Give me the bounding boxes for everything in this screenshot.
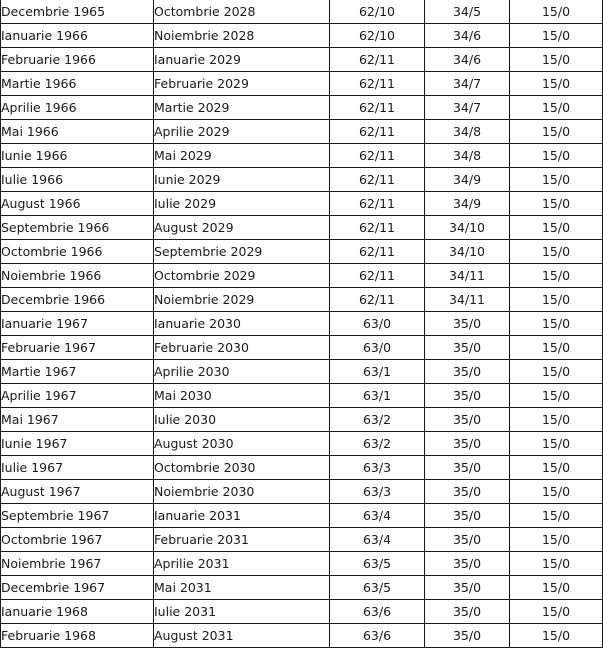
retirement-date-cell: Aprilie 2031 (154, 552, 330, 576)
contribution-period-cell: 35/0 (425, 576, 510, 600)
standard-age-cell: 62/11 (330, 48, 425, 72)
retirement-date-cell: Septembrie 2029 (154, 240, 330, 264)
table-row (1, 552, 603, 576)
birth-date-cell: Octombrie 1967 (1, 528, 154, 552)
table-row (1, 24, 603, 48)
minimum-period-cell: 15/0 (510, 408, 603, 432)
contribution-period-cell: 34/10 (425, 240, 510, 264)
birth-date-cell: Septembrie 1967 (1, 504, 154, 528)
contribution-period-cell: 35/0 (425, 432, 510, 456)
table-row (1, 96, 603, 120)
minimum-period-cell: 15/0 (510, 528, 603, 552)
minimum-period-cell: 15/0 (510, 624, 603, 648)
retirement-date-cell: Noiembrie 2029 (154, 288, 330, 312)
table-row (1, 624, 603, 648)
contribution-period-cell: 35/0 (425, 480, 510, 504)
retirement-date-cell: Octombrie 2028 (154, 0, 330, 24)
retirement-date-cell: Februarie 2030 (154, 336, 330, 360)
minimum-period-cell: 15/0 (510, 456, 603, 480)
standard-age-cell: 63/3 (330, 480, 425, 504)
retirement-date-cell: Iulie 2030 (154, 408, 330, 432)
birth-date-cell: Iulie 1967 (1, 456, 154, 480)
contribution-period-cell: 35/0 (425, 528, 510, 552)
table-row (1, 432, 603, 456)
standard-age-cell: 62/11 (330, 72, 425, 96)
birth-date-cell: Mai 1967 (1, 408, 154, 432)
contribution-period-cell: 34/6 (425, 48, 510, 72)
minimum-period-cell: 15/0 (510, 432, 603, 456)
retirement-date-cell: Iulie 2031 (154, 600, 330, 624)
retirement-date-cell: Martie 2029 (154, 96, 330, 120)
minimum-period-cell: 15/0 (510, 504, 603, 528)
standard-age-cell: 62/10 (330, 0, 425, 24)
minimum-period-cell: 15/0 (510, 144, 603, 168)
table-row (1, 600, 603, 624)
birth-date-cell: Aprilie 1966 (1, 96, 154, 120)
birth-date-cell: Octombrie 1966 (1, 240, 154, 264)
retirement-date-cell: Februarie 2029 (154, 72, 330, 96)
birth-date-cell: Februarie 1968 (1, 624, 154, 648)
table-row (1, 192, 603, 216)
standard-age-cell: 62/11 (330, 288, 425, 312)
table-row (1, 504, 603, 528)
standard-age-cell: 63/0 (330, 336, 425, 360)
table-row (1, 120, 603, 144)
table-row (1, 312, 603, 336)
birth-date-cell: Noiembrie 1967 (1, 552, 154, 576)
birth-date-cell: Februarie 1967 (1, 336, 154, 360)
table-row (1, 576, 603, 600)
contribution-period-cell: 34/7 (425, 96, 510, 120)
retirement-date-cell: Iunie 2029 (154, 168, 330, 192)
birth-date-cell: Iulie 1966 (1, 168, 154, 192)
standard-age-cell: 63/1 (330, 360, 425, 384)
table-row (1, 144, 603, 168)
minimum-period-cell: 15/0 (510, 48, 603, 72)
table-row (1, 48, 603, 72)
contribution-period-cell: 35/0 (425, 408, 510, 432)
contribution-period-cell: 35/0 (425, 384, 510, 408)
contribution-period-cell: 34/10 (425, 216, 510, 240)
birth-date-cell: Decembrie 1967 (1, 576, 154, 600)
retirement-date-cell: Februarie 2031 (154, 528, 330, 552)
minimum-period-cell: 15/0 (510, 312, 603, 336)
standard-age-cell: 63/6 (330, 600, 425, 624)
contribution-period-cell: 35/0 (425, 360, 510, 384)
contribution-period-cell: 35/0 (425, 456, 510, 480)
contribution-period-cell: 34/9 (425, 168, 510, 192)
birth-date-cell: Februarie 1966 (1, 48, 154, 72)
retirement-date-cell: August 2031 (154, 624, 330, 648)
retirement-date-cell: Octombrie 2029 (154, 264, 330, 288)
standard-age-cell: 63/2 (330, 408, 425, 432)
retirement-date-cell: Iulie 2029 (154, 192, 330, 216)
standard-age-cell: 62/11 (330, 264, 425, 288)
standard-age-cell: 62/10 (330, 24, 425, 48)
retirement-date-cell: Ianuarie 2029 (154, 48, 330, 72)
standard-age-cell: 63/2 (330, 432, 425, 456)
minimum-period-cell: 15/0 (510, 24, 603, 48)
minimum-period-cell: 15/0 (510, 264, 603, 288)
table-row (1, 72, 603, 96)
minimum-period-cell: 15/0 (510, 360, 603, 384)
birth-date-cell: Septembrie 1966 (1, 216, 154, 240)
contribution-period-cell: 35/0 (425, 552, 510, 576)
birth-date-cell: August 1967 (1, 480, 154, 504)
retirement-date-cell: August 2030 (154, 432, 330, 456)
table-row (1, 288, 603, 312)
standard-age-cell: 63/1 (330, 384, 425, 408)
table-row (1, 528, 603, 552)
table-row (1, 0, 603, 24)
retirement-date-cell: Aprilie 2030 (154, 360, 330, 384)
retirement-date-cell: Ianuarie 2030 (154, 312, 330, 336)
contribution-period-cell: 34/6 (425, 24, 510, 48)
standard-age-cell: 62/11 (330, 120, 425, 144)
retirement-date-cell: Mai 2029 (154, 144, 330, 168)
birth-date-cell: August 1966 (1, 192, 154, 216)
standard-age-cell: 62/11 (330, 96, 425, 120)
table-row (1, 216, 603, 240)
retirement-date-cell: Ianuarie 2031 (154, 504, 330, 528)
contribution-period-cell: 34/11 (425, 264, 510, 288)
contribution-period-cell: 35/0 (425, 624, 510, 648)
birth-date-cell: Decembrie 1966 (1, 288, 154, 312)
standard-age-cell: 62/11 (330, 192, 425, 216)
minimum-period-cell: 15/0 (510, 192, 603, 216)
contribution-period-cell: 34/11 (425, 288, 510, 312)
birth-date-cell: Ianuarie 1968 (1, 600, 154, 624)
minimum-period-cell: 15/0 (510, 552, 603, 576)
table-row (1, 264, 603, 288)
minimum-period-cell: 15/0 (510, 336, 603, 360)
birth-date-cell: Mai 1966 (1, 120, 154, 144)
standard-age-cell: 63/0 (330, 312, 425, 336)
retirement-date-cell: Mai 2030 (154, 384, 330, 408)
standard-age-cell: 62/11 (330, 240, 425, 264)
standard-age-cell: 63/3 (330, 456, 425, 480)
birth-date-cell: Ianuarie 1967 (1, 312, 154, 336)
contribution-period-cell: 35/0 (425, 504, 510, 528)
birth-date-cell: Iunie 1967 (1, 432, 154, 456)
contribution-period-cell: 34/5 (425, 0, 510, 24)
minimum-period-cell: 15/0 (510, 120, 603, 144)
contribution-period-cell: 34/8 (425, 120, 510, 144)
minimum-period-cell: 15/0 (510, 0, 603, 24)
standard-age-cell: 63/6 (330, 624, 425, 648)
standard-age-cell: 63/5 (330, 552, 425, 576)
minimum-period-cell: 15/0 (510, 480, 603, 504)
standard-age-cell: 62/11 (330, 216, 425, 240)
contribution-period-cell: 34/9 (425, 192, 510, 216)
table-row (1, 456, 603, 480)
contribution-period-cell: 34/7 (425, 72, 510, 96)
retirement-date-cell: Octombrie 2030 (154, 456, 330, 480)
standard-age-cell: 63/5 (330, 576, 425, 600)
minimum-period-cell: 15/0 (510, 96, 603, 120)
table-row (1, 240, 603, 264)
birth-date-cell: Martie 1967 (1, 360, 154, 384)
standard-age-cell: 62/11 (330, 144, 425, 168)
retirement-date-cell: Noiembrie 2028 (154, 24, 330, 48)
table-row (1, 168, 603, 192)
birth-date-cell: Noiembrie 1966 (1, 264, 154, 288)
table-row (1, 408, 603, 432)
retirement-date-cell: Mai 2031 (154, 576, 330, 600)
contribution-period-cell: 35/0 (425, 600, 510, 624)
standard-age-cell: 63/4 (330, 504, 425, 528)
minimum-period-cell: 15/0 (510, 600, 603, 624)
contribution-period-cell: 35/0 (425, 312, 510, 336)
contribution-period-cell: 35/0 (425, 336, 510, 360)
table-row (1, 384, 603, 408)
table-body (1, 0, 603, 648)
minimum-period-cell: 15/0 (510, 384, 603, 408)
retirement-date-cell: Aprilie 2029 (154, 120, 330, 144)
standard-age-cell: 63/4 (330, 528, 425, 552)
minimum-period-cell: 15/0 (510, 576, 603, 600)
birth-date-cell: Martie 1966 (1, 72, 154, 96)
birth-date-cell: Aprilie 1967 (1, 384, 154, 408)
minimum-period-cell: 15/0 (510, 72, 603, 96)
table-row (1, 480, 603, 504)
table-row (1, 360, 603, 384)
minimum-period-cell: 15/0 (510, 288, 603, 312)
retirement-date-cell: Noiembrie 2030 (154, 480, 330, 504)
birth-date-cell: Ianuarie 1966 (1, 24, 154, 48)
retirement-date-cell: August 2029 (154, 216, 330, 240)
minimum-period-cell: 15/0 (510, 168, 603, 192)
minimum-period-cell: 15/0 (510, 240, 603, 264)
birth-date-cell: Iunie 1966 (1, 144, 154, 168)
minimum-period-cell: 15/0 (510, 216, 603, 240)
table-row (1, 336, 603, 360)
standard-age-cell: 62/11 (330, 168, 425, 192)
birth-date-cell: Decembrie 1965 (1, 0, 154, 24)
contribution-period-cell: 34/8 (425, 144, 510, 168)
